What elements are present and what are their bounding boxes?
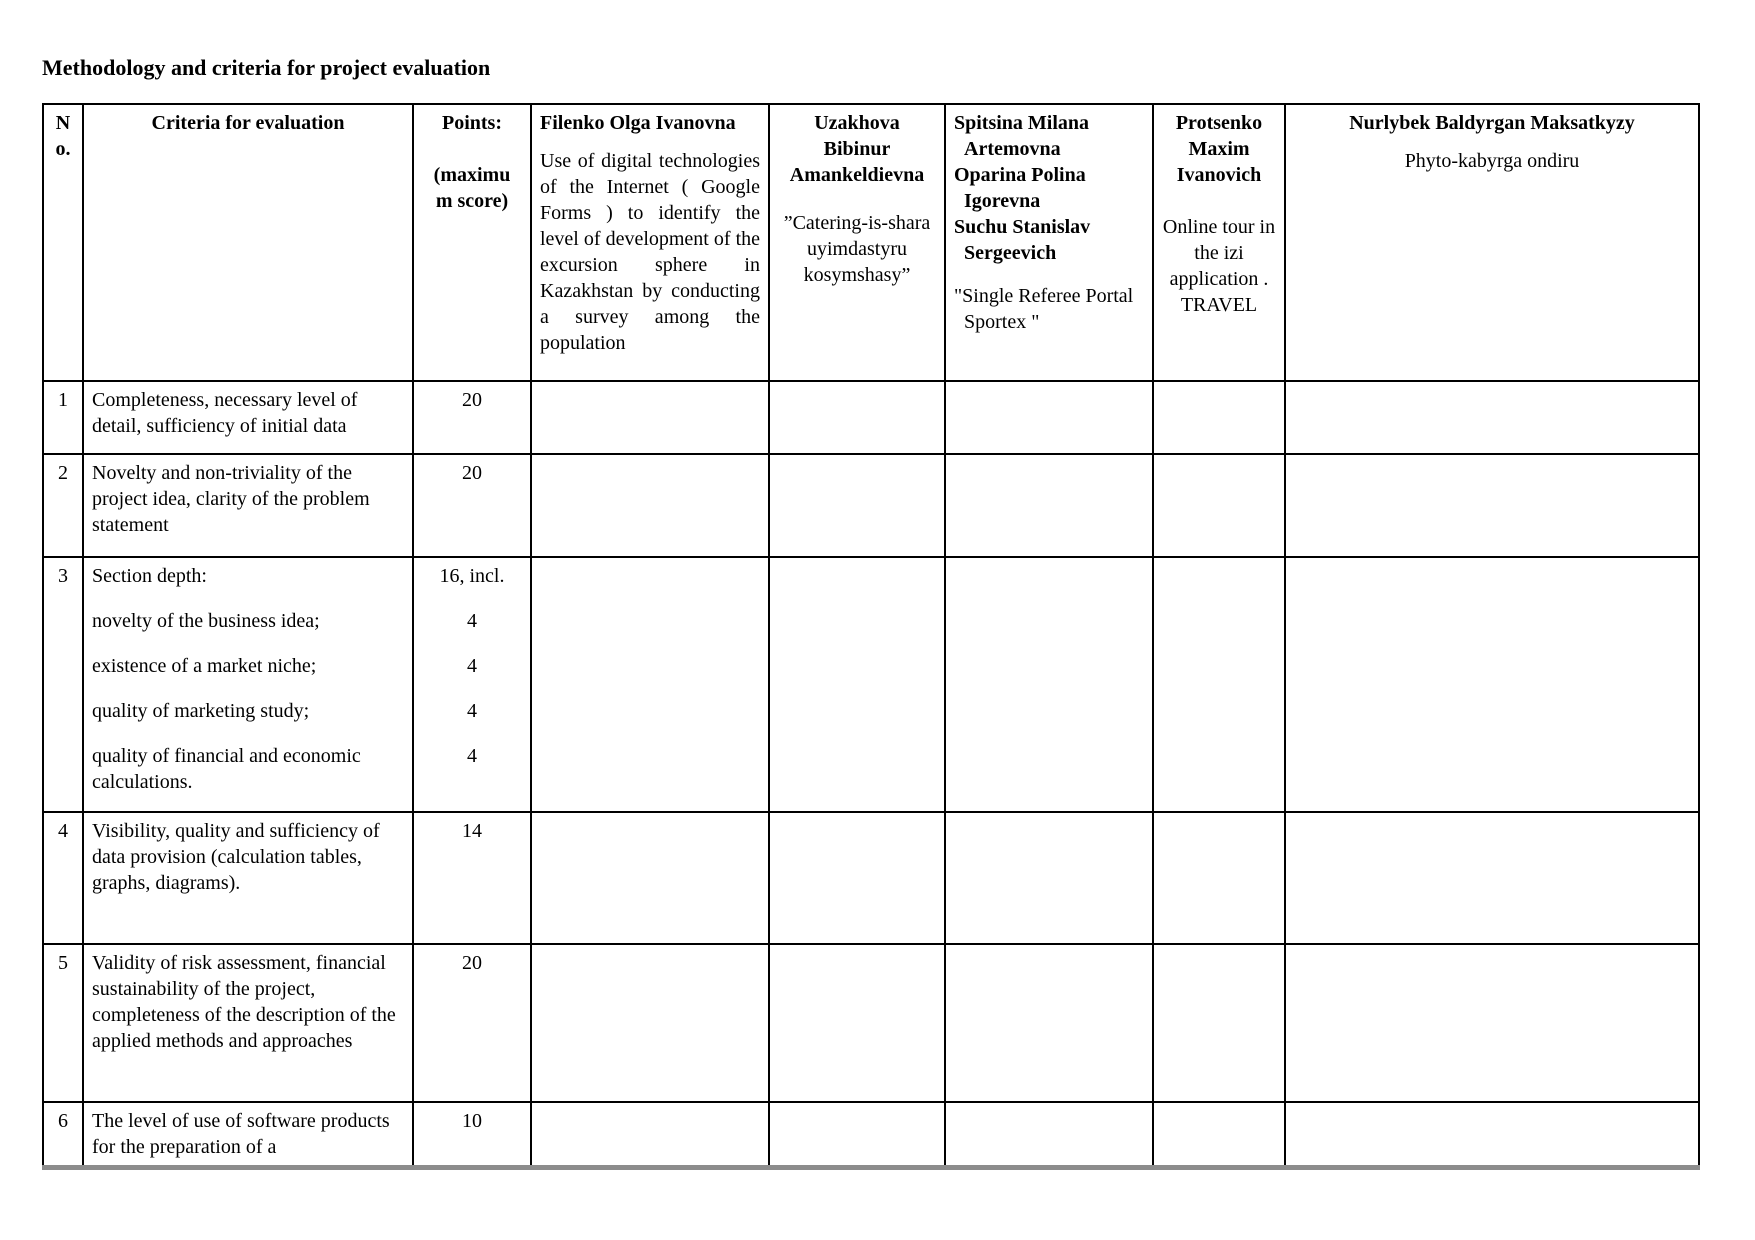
criteria-cell: Completeness, necessary level of detail, sufficiency of initial data [83,381,413,454]
table-header-row [43,104,1699,381]
points-cell: 16, incl. 4 4 4 4 [413,557,531,812]
criteria-cell: Section depth: novelty of the business idea; existence of a market niche; quality of marketing study; quality of financial and economic calculations. [83,557,413,812]
header-project-protsenko-cell [1153,104,1285,381]
score-cell [1285,812,1699,944]
header-project-filenko-cell [531,104,769,381]
score-cell [769,812,945,944]
score-cell [769,944,945,1102]
score-cell [769,1102,945,1168]
points-cell: 20 [413,944,531,1102]
criteria-cell: Validity of risk assessment, financial sustainability of the project, completeness of the description of the applied methods and approaches [83,944,413,1102]
score-cell [1153,381,1285,454]
header-points-label: Points: [442,112,502,134]
score-cell [945,812,1153,944]
score-cell [1285,454,1699,557]
evaluation-table [42,103,1700,1170]
score-cell [945,381,1153,454]
criteria-cell: The level of use of software products for the preparation of a [83,1102,413,1168]
score-cell [1285,381,1699,454]
page-title: Methodology and criteria for project evaluation [42,55,491,80]
header-criteria-label: Criteria for evaluation [151,112,345,134]
header-no-line: o. [55,138,71,160]
criteria-cell: Novelty and non-triviality of the project idea, clarity of the problem statement [83,454,413,557]
score-cell [1153,812,1285,944]
score-cell [945,454,1153,557]
row-number-cell: 3 [43,557,83,812]
row-number-cell: 2 [43,454,83,557]
project-author-name: Spitsina Milana Artemovna [954,112,1090,160]
score-cell [531,1102,769,1168]
header-project-uzakhova-cell [769,104,945,381]
score-cell [1285,944,1699,1102]
score-cell [531,381,769,454]
project-description: Online tour in the izi application . TRAVEL [1162,216,1276,316]
project-author-name: Suchu Stanislav Sergeevich [954,216,1091,264]
project-author-name: Protsenko Maxim Ivanovich [1175,112,1263,186]
table-row [43,812,1699,944]
points-cell: 20 [413,454,531,557]
score-cell [945,557,1153,812]
score-cell [1285,557,1699,812]
row-number-cell: 4 [43,812,83,944]
score-cell [1153,944,1285,1102]
score-cell [531,454,769,557]
points-cell: 10 [413,1102,531,1168]
project-author-name: Nurlybek Baldyrgan Maksatkyzy [1349,112,1635,134]
table-row [43,1102,1699,1168]
points-cell: 14 [413,812,531,944]
project-author-name: Filenko Olga Ivanovna [540,112,736,134]
criteria-cell: Visibility, quality and sufficiency of data provision (calculation tables, graphs, diagrams). [83,812,413,944]
score-cell [945,944,1153,1102]
score-cell [1153,454,1285,557]
header-criteria-cell [83,104,413,381]
project-author-name: Uzakhova Bibinur Amankeldievna [789,112,925,186]
points-cell: 20 [413,381,531,454]
score-cell [769,557,945,812]
score-cell [769,381,945,454]
header-project-spitsina-cell [945,104,1153,381]
score-cell [531,557,769,812]
score-cell [1153,1102,1285,1168]
header-no-line: N [55,112,71,134]
header-points-cell [413,104,531,381]
table-row [43,944,1699,1102]
score-cell [1285,1102,1699,1168]
project-description: Use of digital technologies of the Internet ( Google Forms ) to identify the level of development of the excursion sphere in Kazakhstan by conducting a survey among the population [540,150,760,354]
score-cell [531,944,769,1102]
row-number-cell: 1 [43,381,83,454]
header-project-nurlybek-cell [1285,104,1699,381]
project-description: Phyto-kabyrga ondiru [1404,150,1580,172]
table-row [43,381,1699,454]
score-cell [531,812,769,944]
row-number-cell: 5 [43,944,83,1102]
project-author-name: Oparina Polina Igorevna [954,164,1086,212]
header-no-cell [43,104,83,381]
project-description: ”Catering-is-shara uyimdastyru kosymshasy” [783,212,931,286]
table-row [43,454,1699,557]
header-points-subnote: (maximu m score) [433,164,511,212]
table-row [43,557,1699,812]
project-description: "Single Referee Portal Sportex " [954,285,1134,333]
score-cell [1153,557,1285,812]
row-number-cell: 6 [43,1102,83,1168]
score-cell [945,1102,1153,1168]
score-cell [769,454,945,557]
